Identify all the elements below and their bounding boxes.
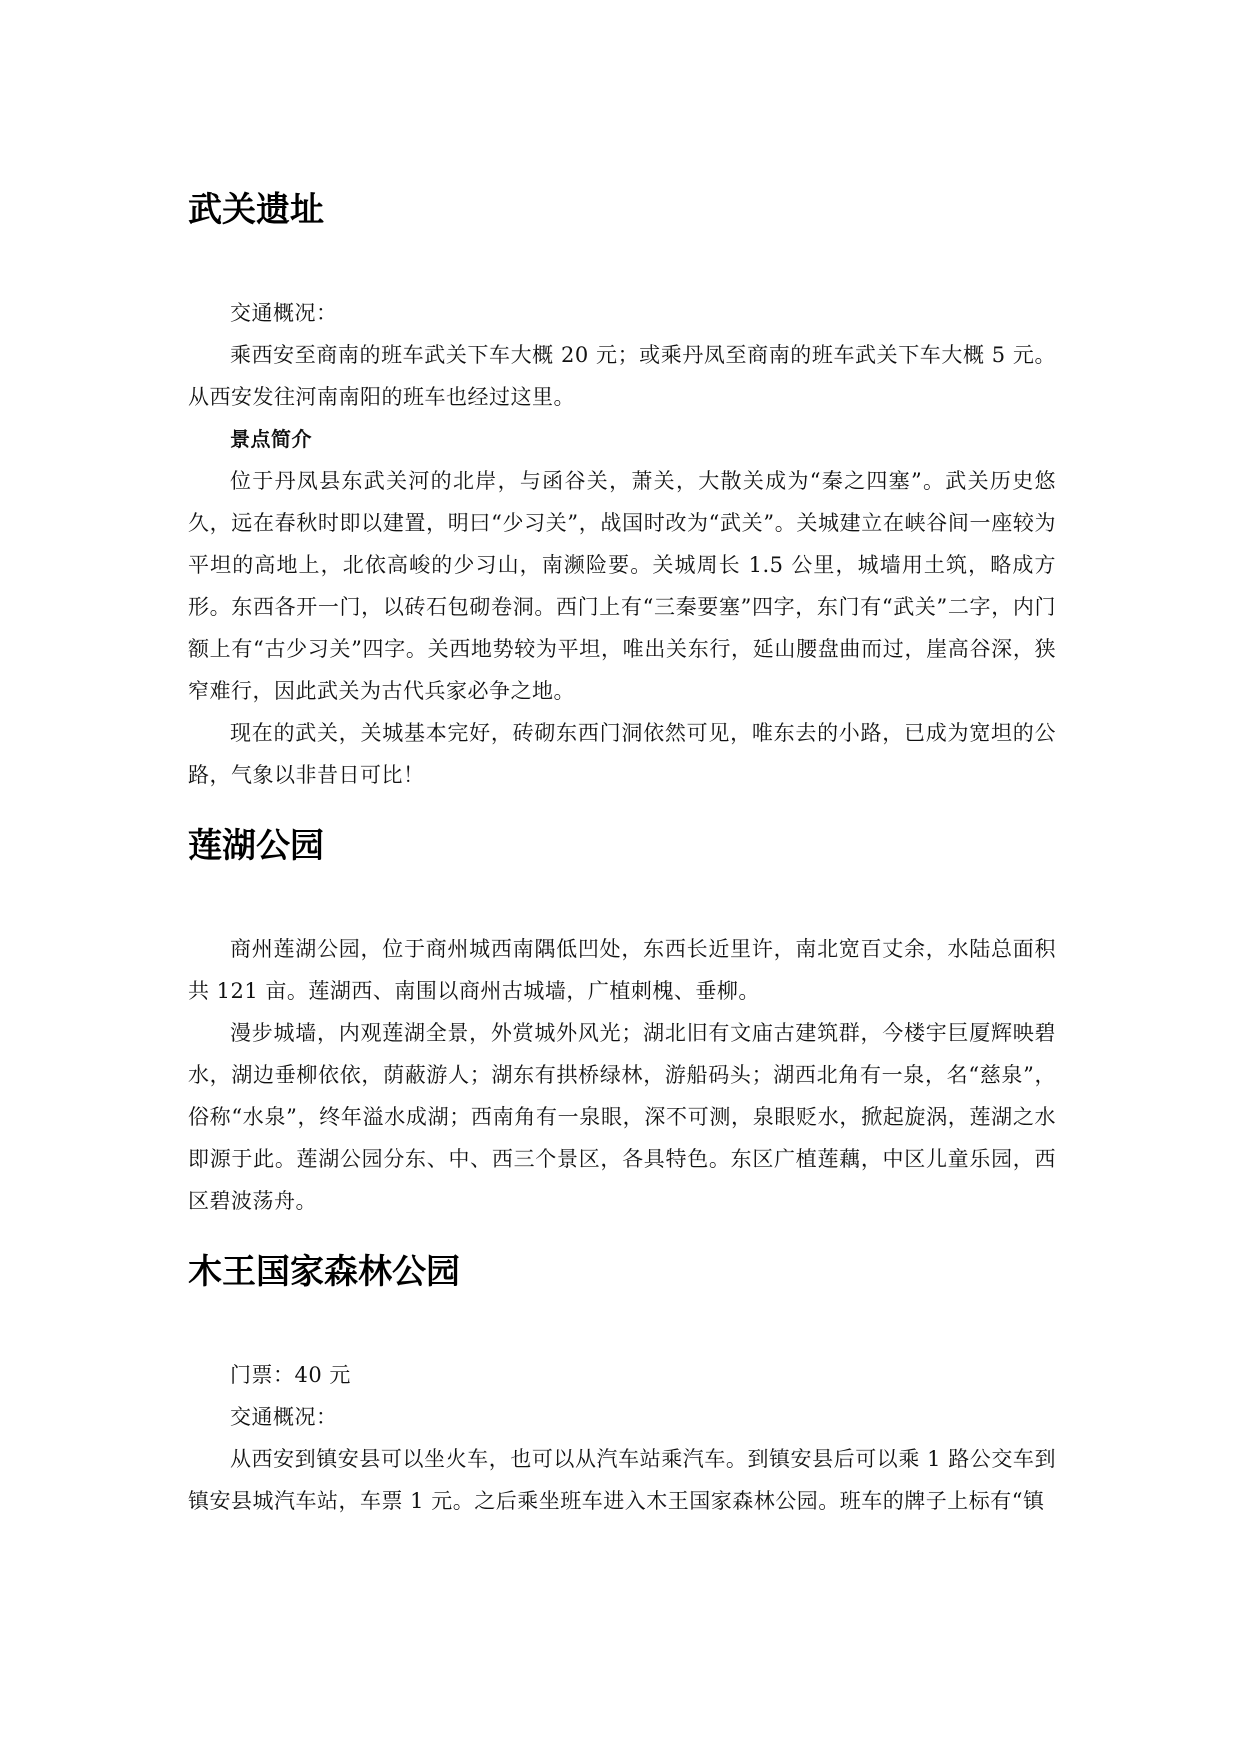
transport-text: 乘西安至商南的班车武关下车大概 20 元；或乘丹凤至商南的班车武关下车大概 5 元。从西安发往河南南阳的班车也经过这里。 — [188, 343, 1056, 409]
document-page — [188, 150, 1056, 1522]
section-muwang-forest-park — [188, 1248, 1056, 1522]
transport-label: 交通概况： — [230, 301, 338, 325]
body-paragraph: 漫步城墙，内观莲湖全景，外赏城外风光；湖北旧有文庙古建筑群，今楼宇巨厦辉映碧水，湖边垂柳依依，荫蔽游人；湖东有拱桥绿林，游船码头；湖西北角有一泉，名“慈泉”，俗称“水泉”，终年溢水成湖；西南角有一泉眼，深不可测，泉眼贬水，掀起旋涡，莲湖之水即源于此。莲湖公园分东、中、西三个景区，各具特色。东区广植莲藕，中区儿童乐园，西区碧波荡舟。 — [188, 1021, 1056, 1213]
intro-paragraph: 位于丹凤县东武关河的北岸，与函谷关，萧关，大散关成为“秦之四塞”。武关历史悠久，远在春秋时即以建置，明曰“少习关”，战国时改为“武关”。关城建立在峡谷间一座较为平坦的高地上，北依高峻的少习山，南濒险要。关城周长 1.5 公里，城墙用土筑，略成方形。东西各开一门，以砖石包砌卷洞。西门上有“三秦要塞”四字，东门有“武关”二字，内门额上有“古少习关”四字。关西地势较为平坦，唯出关东行，延山腰盘曲而过，崖高谷深，狭窄难行，因此武关为古代兵家必争之地。 — [188, 469, 1056, 703]
section-lianhu-park — [188, 822, 1056, 1222]
section-title: 木王国家森林公园 — [188, 1252, 460, 1292]
transport-text: 从西安到镇安县可以坐火车，也可以从汽车站乘汽车。到镇安县后可以乘 1 路公交车到镇安县城汽车站，车票 1 元。之后乘坐班车进入木王国家森林公园。班车的牌子上标有“镇 — [188, 1447, 1056, 1513]
section-title: 武关遗址 — [188, 190, 324, 230]
ticket-info: 门票：40 元 — [230, 1363, 351, 1387]
body-paragraph: 商州莲湖公园，位于商州城西南隅低凹处，东西长近里许，南北宽百丈余，水陆总面积共 121 亩。莲湖西、南围以商州古城墙，广植刺槐、垂柳。 — [188, 937, 1056, 1003]
section-title: 莲湖公园 — [188, 826, 324, 866]
transport-label: 交通概况： — [230, 1405, 338, 1429]
intro-paragraph: 现在的武关，关城基本完好，砖砌东西门洞依然可见，唯东去的小路，已成为宽坦的公路，气象以非昔日可比！ — [188, 721, 1056, 787]
intro-label: 景点简介 — [230, 427, 312, 451]
section-wuguan — [188, 186, 1056, 796]
